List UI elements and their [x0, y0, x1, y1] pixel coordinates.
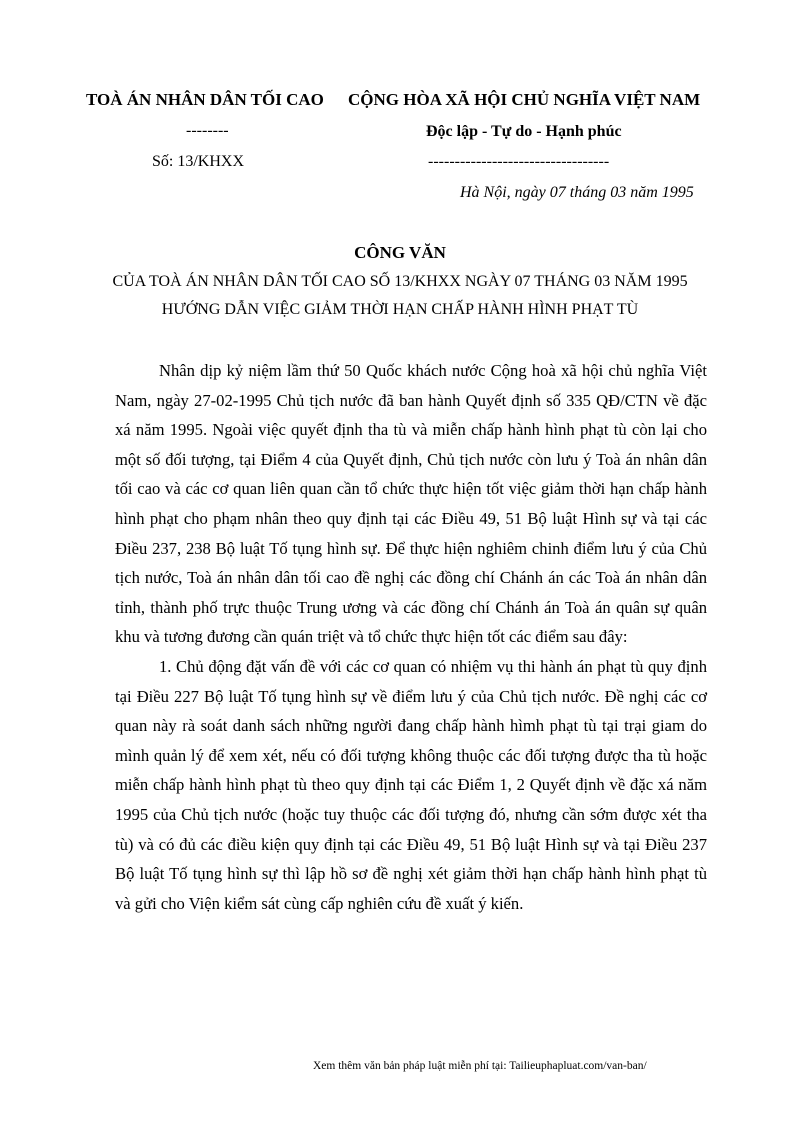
footer-source-note: Xem thêm văn bản pháp luật miễn phí tại: Tailieuphapluat.com/van-ban/ [313, 1060, 647, 1072]
country-name: CỘNG HÒA XÃ HỘI CHỦ NGHĨA VIỆT NAM [348, 90, 701, 109]
document-subtitle-line-1: CỦA TOÀ ÁN NHÂN DÂN TỐI CAO SỐ 13/KHXX NGÀY 07 THÁNG 03 NĂM 1995 [112, 273, 688, 290]
document-number: Số: 13/KHXX [152, 153, 245, 170]
document-body [115, 356, 707, 918]
motto-divider: ---------------------------------- [428, 153, 610, 170]
body-paragraph-intro: Nhân dịp kỷ niệm lầm thứ 50 Quốc khách nước Cộng hoà xã hội chủ nghĩa Việt Nam, ngày 27-02-1995 Chủ tịch nước đã ban hành Quyết định số 335 QĐ/CTN về đặc xá năm 1995. Ngoài việc quyết định tha tù và miễn chấp hành hình phạt tù còn lại cho một số đối tượng, tại Điểm 4 của Quyết định, Chủ tịch nước còn lưu ý Toà án nhân dân tối cao và các cơ quan liên quan cần tổ chức thực hiện tốt việc giảm thời hạn chấp hành hình phạt cho phạm nhân theo quy định tại các Điều 49, 51 Bộ luật Hình sự và tại các Điều 237, 238 Bộ luật Tố tụng hình sự. Để thực hiện nghiêm chinh điểm lưu ý của Chủ tịch nước, Toà án nhân dân tối cao đề nghị các đồng chí Chánh án các Toà án nhân dân tỉnh, thành phố trực thuộc Trung ương và các đồng chí Chánh án Toà án quân sự quân khu và tương đương cần quán triệt và tổ chức thực hiện tốt các điểm sau đây: [115, 361, 707, 647]
document-subtitle-line-2: HƯỚNG DẪN VIỆC GIẢM THỜI HẠN CHẤP HÀNH HÌNH PHẠT TÙ [161, 301, 639, 318]
national-motto: Độc lập - Tự do - Hạnh phúc [426, 123, 622, 140]
body-paragraph-item-1: 1. Chủ động đặt vấn đề với các cơ quan có nhiệm vụ thi hành án phạt tù quy định tại Điều 227 Bộ luật Tố tụng hình sự về điểm lưu ý của Chủ tịch nước. Đề nghị các cơ quan này rà soát danh sách những người đang chấp hành hìmh phạt tù tại trại giam do mình quản lý để xem xét, nếu có đối tượng không thuộc các đối tượng được tha tù hoặc miễn chấp hành hình phạt tù theo quy định tại các Điểm 1, 2 Quyết định về đặc xá năm 1995 của Chủ tịch nước (hoặc tuy thuộc các đối tượng đó, nhưng cần sớm được xét tha tù) và có đủ các điều kiện quy định tại các Điều 49, 51 Bộ luật Hình sự và tại Điều 237 Bộ luật Tố tụng hình sự thì lập hồ sơ đề nghị xét giảm thời hạn chấp hành hình phạt tù và gửi cho Viện kiểm sát cùng cấp nghiên cứu đề xuất ý kiến. [115, 656, 707, 913]
issuing-agency: TOÀ ÁN NHÂN DÂN TỐI CAO [86, 90, 324, 109]
document-title: CÔNG VĂN [354, 243, 446, 262]
agency-divider: -------- [186, 122, 229, 139]
place-and-date: Hà Nội, ngày 07 tháng 03 năm 1995 [460, 184, 694, 201]
